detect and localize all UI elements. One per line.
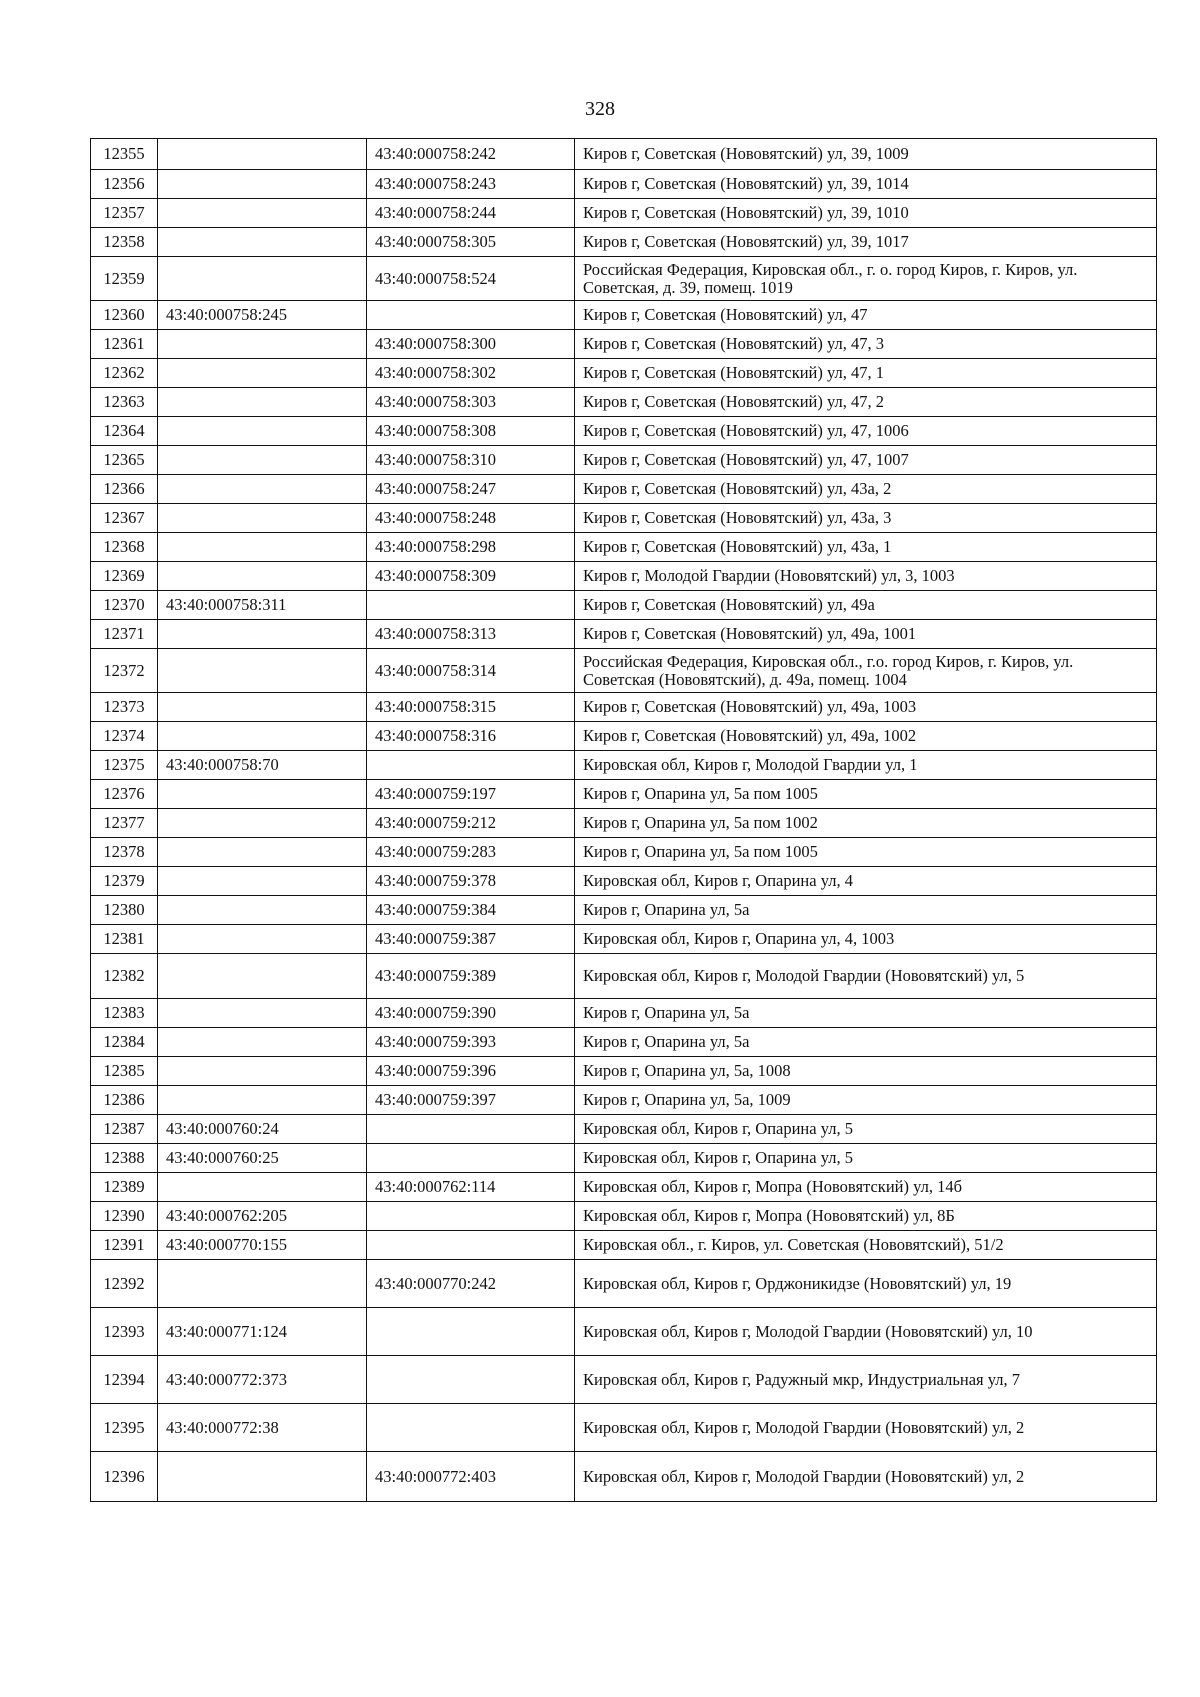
address-cell: Киров г, Советская (Нововятский) ул, 49а <box>575 591 1157 620</box>
cadastral-number-land <box>158 228 367 257</box>
table-row <box>91 780 1157 809</box>
table-row <box>91 330 1157 359</box>
cadastral-number-land <box>158 896 367 925</box>
address-cell: Киров г, Советская (Нововятский) ул, 43а, 1 <box>575 533 1157 562</box>
cadastral-number-land <box>158 330 367 359</box>
cadastral-number-land <box>158 417 367 446</box>
address-cell: Кировская обл, Киров г, Опарина ул, 5 <box>575 1115 1157 1144</box>
address-cell: Киров г, Советская (Нововятский) ул, 47, 1 <box>575 359 1157 388</box>
table-row <box>91 1028 1157 1057</box>
cadastral-number-land <box>158 620 367 649</box>
table-row <box>91 809 1157 838</box>
table-row <box>91 1115 1157 1144</box>
address-cell: Киров г, Советская (Нововятский) ул, 47, 3 <box>575 330 1157 359</box>
address-cell: Киров г, Советская (Нововятский) ул, 39, 1009 <box>575 139 1157 170</box>
address-cell: Киров г, Советская (Нововятский) ул, 49а, 1002 <box>575 722 1157 751</box>
row-number: 12367 <box>91 504 158 533</box>
cadastral-number-land: 43:40:000760:25 <box>158 1144 367 1173</box>
table-row <box>91 446 1157 475</box>
cadastral-number-land: 43:40:000772:38 <box>158 1404 367 1452</box>
address-cell: Кировская обл, Киров г, Молодой Гвардии (Нововятский) ул, 2 <box>575 1452 1157 1502</box>
table-row <box>91 722 1157 751</box>
cadastral-number-building <box>367 1144 575 1173</box>
cadastral-number-land <box>158 139 367 170</box>
cadastral-number-land <box>158 838 367 867</box>
cadastral-number-land: 43:40:000762:205 <box>158 1202 367 1231</box>
row-number: 12363 <box>91 388 158 417</box>
address-cell: Кировская обл, Киров г, Молодой Гвардии ул, 1 <box>575 751 1157 780</box>
cadastral-number-building: 43:40:000759:212 <box>367 809 575 838</box>
cadastral-number-building <box>367 591 575 620</box>
cadastral-number-building: 43:40:000759:393 <box>367 1028 575 1057</box>
address-cell: Киров г, Советская (Нововятский) ул, 47 <box>575 301 1157 330</box>
cadastral-number-building: 43:40:000759:197 <box>367 780 575 809</box>
row-number: 12366 <box>91 475 158 504</box>
cadastral-number-building <box>367 1202 575 1231</box>
row-number: 12378 <box>91 838 158 867</box>
cadastral-number-land <box>158 1086 367 1115</box>
cadastral-number-building <box>367 1231 575 1260</box>
address-cell: Кировская обл., г. Киров, ул. Советская (Нововятский), 51/2 <box>575 1231 1157 1260</box>
cadastral-number-building: 43:40:000758:315 <box>367 693 575 722</box>
table-row <box>91 1308 1157 1356</box>
cadastral-number-land <box>158 446 367 475</box>
table-row <box>91 475 1157 504</box>
cadastral-number-building: 43:40:000758:243 <box>367 170 575 199</box>
address-cell: Киров г, Советская (Нововятский) ул, 47, 1007 <box>575 446 1157 475</box>
cadastral-number-building: 43:40:000758:316 <box>367 722 575 751</box>
address-cell: Кировская обл, Киров г, Мопра (Нововятский) ул, 14б <box>575 1173 1157 1202</box>
row-number: 12368 <box>91 533 158 562</box>
address-cell: Киров г, Опарина ул, 5а, 1008 <box>575 1057 1157 1086</box>
row-number: 12376 <box>91 780 158 809</box>
row-number: 12365 <box>91 446 158 475</box>
address-cell: Киров г, Опарина ул, 5а, 1009 <box>575 1086 1157 1115</box>
row-number: 12384 <box>91 1028 158 1057</box>
address-cell: Киров г, Молодой Гвардии (Нововятский) ул, 3, 1003 <box>575 562 1157 591</box>
table-row <box>91 999 1157 1028</box>
cadastral-number-building: 43:40:000759:397 <box>367 1086 575 1115</box>
table-row <box>91 1452 1157 1502</box>
address-cell: Кировская обл, Киров г, Орджоникидзе (Нововятский) ул, 19 <box>575 1260 1157 1308</box>
cadastral-number-building <box>367 751 575 780</box>
row-number: 12369 <box>91 562 158 591</box>
row-number: 12383 <box>91 999 158 1028</box>
cadastral-number-building: 43:40:000759:387 <box>367 925 575 954</box>
row-number: 12372 <box>91 649 158 693</box>
registry-table <box>90 138 1157 1502</box>
address-cell: Кировская обл, Киров г, Мопра (Нововятский) ул, 8Б <box>575 1202 1157 1231</box>
address-cell: Киров г, Советская (Нововятский) ул, 39, 1010 <box>575 199 1157 228</box>
cadastral-number-building: 43:40:000758:305 <box>367 228 575 257</box>
cadastral-number-land: 43:40:000772:373 <box>158 1356 367 1404</box>
address-cell: Кировская обл, Киров г, Радужный мкр, Индустриальная ул, 7 <box>575 1356 1157 1404</box>
cadastral-number-building: 43:40:000758:302 <box>367 359 575 388</box>
cadastral-number-building <box>367 1404 575 1452</box>
table-row <box>91 1404 1157 1452</box>
row-number: 12380 <box>91 896 158 925</box>
row-number: 12392 <box>91 1260 158 1308</box>
cadastral-number-land <box>158 199 367 228</box>
table-row <box>91 1173 1157 1202</box>
cadastral-number-land: 43:40:000771:124 <box>158 1308 367 1356</box>
cadastral-number-land: 43:40:000758:70 <box>158 751 367 780</box>
table-row <box>91 228 1157 257</box>
cadastral-number-land <box>158 954 367 999</box>
table-row <box>91 1231 1157 1260</box>
address-cell: Киров г, Опарина ул, 5а <box>575 1028 1157 1057</box>
row-number: 12386 <box>91 1086 158 1115</box>
table-row <box>91 257 1157 301</box>
row-number: 12359 <box>91 257 158 301</box>
row-number: 12374 <box>91 722 158 751</box>
row-number: 12385 <box>91 1057 158 1086</box>
row-number: 12390 <box>91 1202 158 1231</box>
cadastral-number-building <box>367 301 575 330</box>
cadastral-number-land <box>158 1057 367 1086</box>
address-cell: Российская Федерация, Кировская обл., г. о. город Киров, г. Киров, ул. Советская, д. 39, помещ. 1019 <box>575 257 1157 301</box>
registry-table-body <box>91 139 1157 1502</box>
address-cell: Кировская обл, Киров г, Молодой Гвардии (Нововятский) ул, 5 <box>575 954 1157 999</box>
table-row <box>91 417 1157 446</box>
cadastral-number-land <box>158 693 367 722</box>
cadastral-number-building: 43:40:000770:242 <box>367 1260 575 1308</box>
cadastral-number-land <box>158 649 367 693</box>
cadastral-number-land: 43:40:000760:24 <box>158 1115 367 1144</box>
address-cell: Кировская обл, Киров г, Молодой Гвардии (Нововятский) ул, 10 <box>575 1308 1157 1356</box>
table-row <box>91 867 1157 896</box>
cadastral-number-building: 43:40:000758:309 <box>367 562 575 591</box>
cadastral-number-land: 43:40:000758:311 <box>158 591 367 620</box>
row-number: 12393 <box>91 1308 158 1356</box>
address-cell: Киров г, Советская (Нововятский) ул, 49а, 1003 <box>575 693 1157 722</box>
cadastral-number-building: 43:40:000758:303 <box>367 388 575 417</box>
address-cell: Киров г, Советская (Нововятский) ул, 49а, 1001 <box>575 620 1157 649</box>
address-cell: Кировская обл, Киров г, Опарина ул, 4, 1003 <box>575 925 1157 954</box>
cadastral-number-land <box>158 780 367 809</box>
table-row <box>91 1356 1157 1404</box>
table-row <box>91 199 1157 228</box>
cadastral-number-building: 43:40:000758:314 <box>367 649 575 693</box>
row-number: 12387 <box>91 1115 158 1144</box>
page-number: 328 <box>585 98 615 120</box>
cadastral-number-land <box>158 722 367 751</box>
cadastral-number-land <box>158 388 367 417</box>
cadastral-number-building: 43:40:000772:403 <box>367 1452 575 1502</box>
table-row <box>91 693 1157 722</box>
cadastral-number-building: 43:40:000758:310 <box>367 446 575 475</box>
address-cell: Киров г, Опарина ул, 5а <box>575 896 1157 925</box>
cadastral-number-building: 43:40:000758:300 <box>367 330 575 359</box>
table-row <box>91 1260 1157 1308</box>
cadastral-number-building: 43:40:000758:242 <box>367 139 575 170</box>
address-cell: Кировская обл, Киров г, Опарина ул, 4 <box>575 867 1157 896</box>
row-number: 12357 <box>91 199 158 228</box>
table-row <box>91 649 1157 693</box>
row-number: 12388 <box>91 1144 158 1173</box>
row-number: 12395 <box>91 1404 158 1452</box>
table-row <box>91 751 1157 780</box>
address-cell: Киров г, Советская (Нововятский) ул, 43а, 2 <box>575 475 1157 504</box>
table-row <box>91 954 1157 999</box>
cadastral-number-building: 43:40:000758:524 <box>367 257 575 301</box>
cadastral-number-land <box>158 475 367 504</box>
table-row <box>91 170 1157 199</box>
address-cell: Российская Федерация, Кировская обл., г.о. город Киров, г. Киров, ул. Советская (Нововятский), д. 49а, помещ. 1004 <box>575 649 1157 693</box>
row-number: 12379 <box>91 867 158 896</box>
table-row <box>91 301 1157 330</box>
table-row <box>91 620 1157 649</box>
row-number: 12360 <box>91 301 158 330</box>
table-row <box>91 925 1157 954</box>
cadastral-number-building: 43:40:000759:283 <box>367 838 575 867</box>
address-cell: Киров г, Советская (Нововятский) ул, 39, 1014 <box>575 170 1157 199</box>
row-number: 12358 <box>91 228 158 257</box>
row-number: 12370 <box>91 591 158 620</box>
cadastral-number-land <box>158 562 367 591</box>
cadastral-number-land <box>158 1173 367 1202</box>
table-row <box>91 591 1157 620</box>
cadastral-number-land <box>158 533 367 562</box>
row-number: 12356 <box>91 170 158 199</box>
row-number: 12362 <box>91 359 158 388</box>
cadastral-number-building: 43:40:000759:390 <box>367 999 575 1028</box>
address-cell: Кировская обл, Киров г, Опарина ул, 5 <box>575 1144 1157 1173</box>
cadastral-number-land <box>158 1452 367 1502</box>
cadastral-number-land: 43:40:000758:245 <box>158 301 367 330</box>
table-row <box>91 1057 1157 1086</box>
table-row <box>91 1086 1157 1115</box>
address-cell: Киров г, Советская (Нововятский) ул, 47, 2 <box>575 388 1157 417</box>
row-number: 12361 <box>91 330 158 359</box>
cadastral-number-land <box>158 867 367 896</box>
cadastral-number-building <box>367 1308 575 1356</box>
cadastral-number-land <box>158 1028 367 1057</box>
cadastral-number-land: 43:40:000770:155 <box>158 1231 367 1260</box>
row-number: 12391 <box>91 1231 158 1260</box>
cadastral-number-building: 43:40:000759:378 <box>367 867 575 896</box>
cadastral-number-land <box>158 1260 367 1308</box>
row-number: 12377 <box>91 809 158 838</box>
cadastral-number-land <box>158 170 367 199</box>
table-row <box>91 533 1157 562</box>
cadastral-number-land <box>158 925 367 954</box>
cadastral-number-land <box>158 359 367 388</box>
address-cell: Киров г, Опарина ул, 5а пом 1002 <box>575 809 1157 838</box>
table-row <box>91 838 1157 867</box>
row-number: 12382 <box>91 954 158 999</box>
address-cell: Кировская обл, Киров г, Молодой Гвардии (Нововятский) ул, 2 <box>575 1404 1157 1452</box>
row-number: 12364 <box>91 417 158 446</box>
address-cell: Киров г, Опарина ул, 5а пом 1005 <box>575 780 1157 809</box>
row-number: 12389 <box>91 1173 158 1202</box>
table-row <box>91 1144 1157 1173</box>
table-row <box>91 504 1157 533</box>
cadastral-number-building: 43:40:000758:313 <box>367 620 575 649</box>
table-row <box>91 388 1157 417</box>
row-number: 12396 <box>91 1452 158 1502</box>
address-cell: Киров г, Советская (Нововятский) ул, 39, 1017 <box>575 228 1157 257</box>
row-number: 12371 <box>91 620 158 649</box>
cadastral-number-building: 43:40:000762:114 <box>367 1173 575 1202</box>
row-number: 12373 <box>91 693 158 722</box>
cadastral-number-land <box>158 257 367 301</box>
row-number: 12375 <box>91 751 158 780</box>
row-number: 12381 <box>91 925 158 954</box>
cadastral-number-land <box>158 809 367 838</box>
table-row <box>91 359 1157 388</box>
address-cell: Киров г, Опарина ул, 5а пом 1005 <box>575 838 1157 867</box>
cadastral-number-building <box>367 1356 575 1404</box>
cadastral-number-building: 43:40:000758:244 <box>367 199 575 228</box>
table-row <box>91 562 1157 591</box>
cadastral-number-land <box>158 999 367 1028</box>
table-row <box>91 896 1157 925</box>
cadastral-number-building: 43:40:000758:308 <box>367 417 575 446</box>
address-cell: Киров г, Опарина ул, 5а <box>575 999 1157 1028</box>
cadastral-number-building: 43:40:000758:247 <box>367 475 575 504</box>
cadastral-number-building: 43:40:000758:298 <box>367 533 575 562</box>
cadastral-number-building <box>367 1115 575 1144</box>
row-number: 12355 <box>91 139 158 170</box>
table-row <box>91 1202 1157 1231</box>
cadastral-number-building: 43:40:000759:384 <box>367 896 575 925</box>
cadastral-number-building: 43:40:000759:389 <box>367 954 575 999</box>
address-cell: Киров г, Советская (Нововятский) ул, 43а, 3 <box>575 504 1157 533</box>
table-row <box>91 139 1157 170</box>
cadastral-number-land <box>158 504 367 533</box>
address-cell: Киров г, Советская (Нововятский) ул, 47, 1006 <box>575 417 1157 446</box>
cadastral-number-building: 43:40:000758:248 <box>367 504 575 533</box>
cadastral-number-building: 43:40:000759:396 <box>367 1057 575 1086</box>
row-number: 12394 <box>91 1356 158 1404</box>
